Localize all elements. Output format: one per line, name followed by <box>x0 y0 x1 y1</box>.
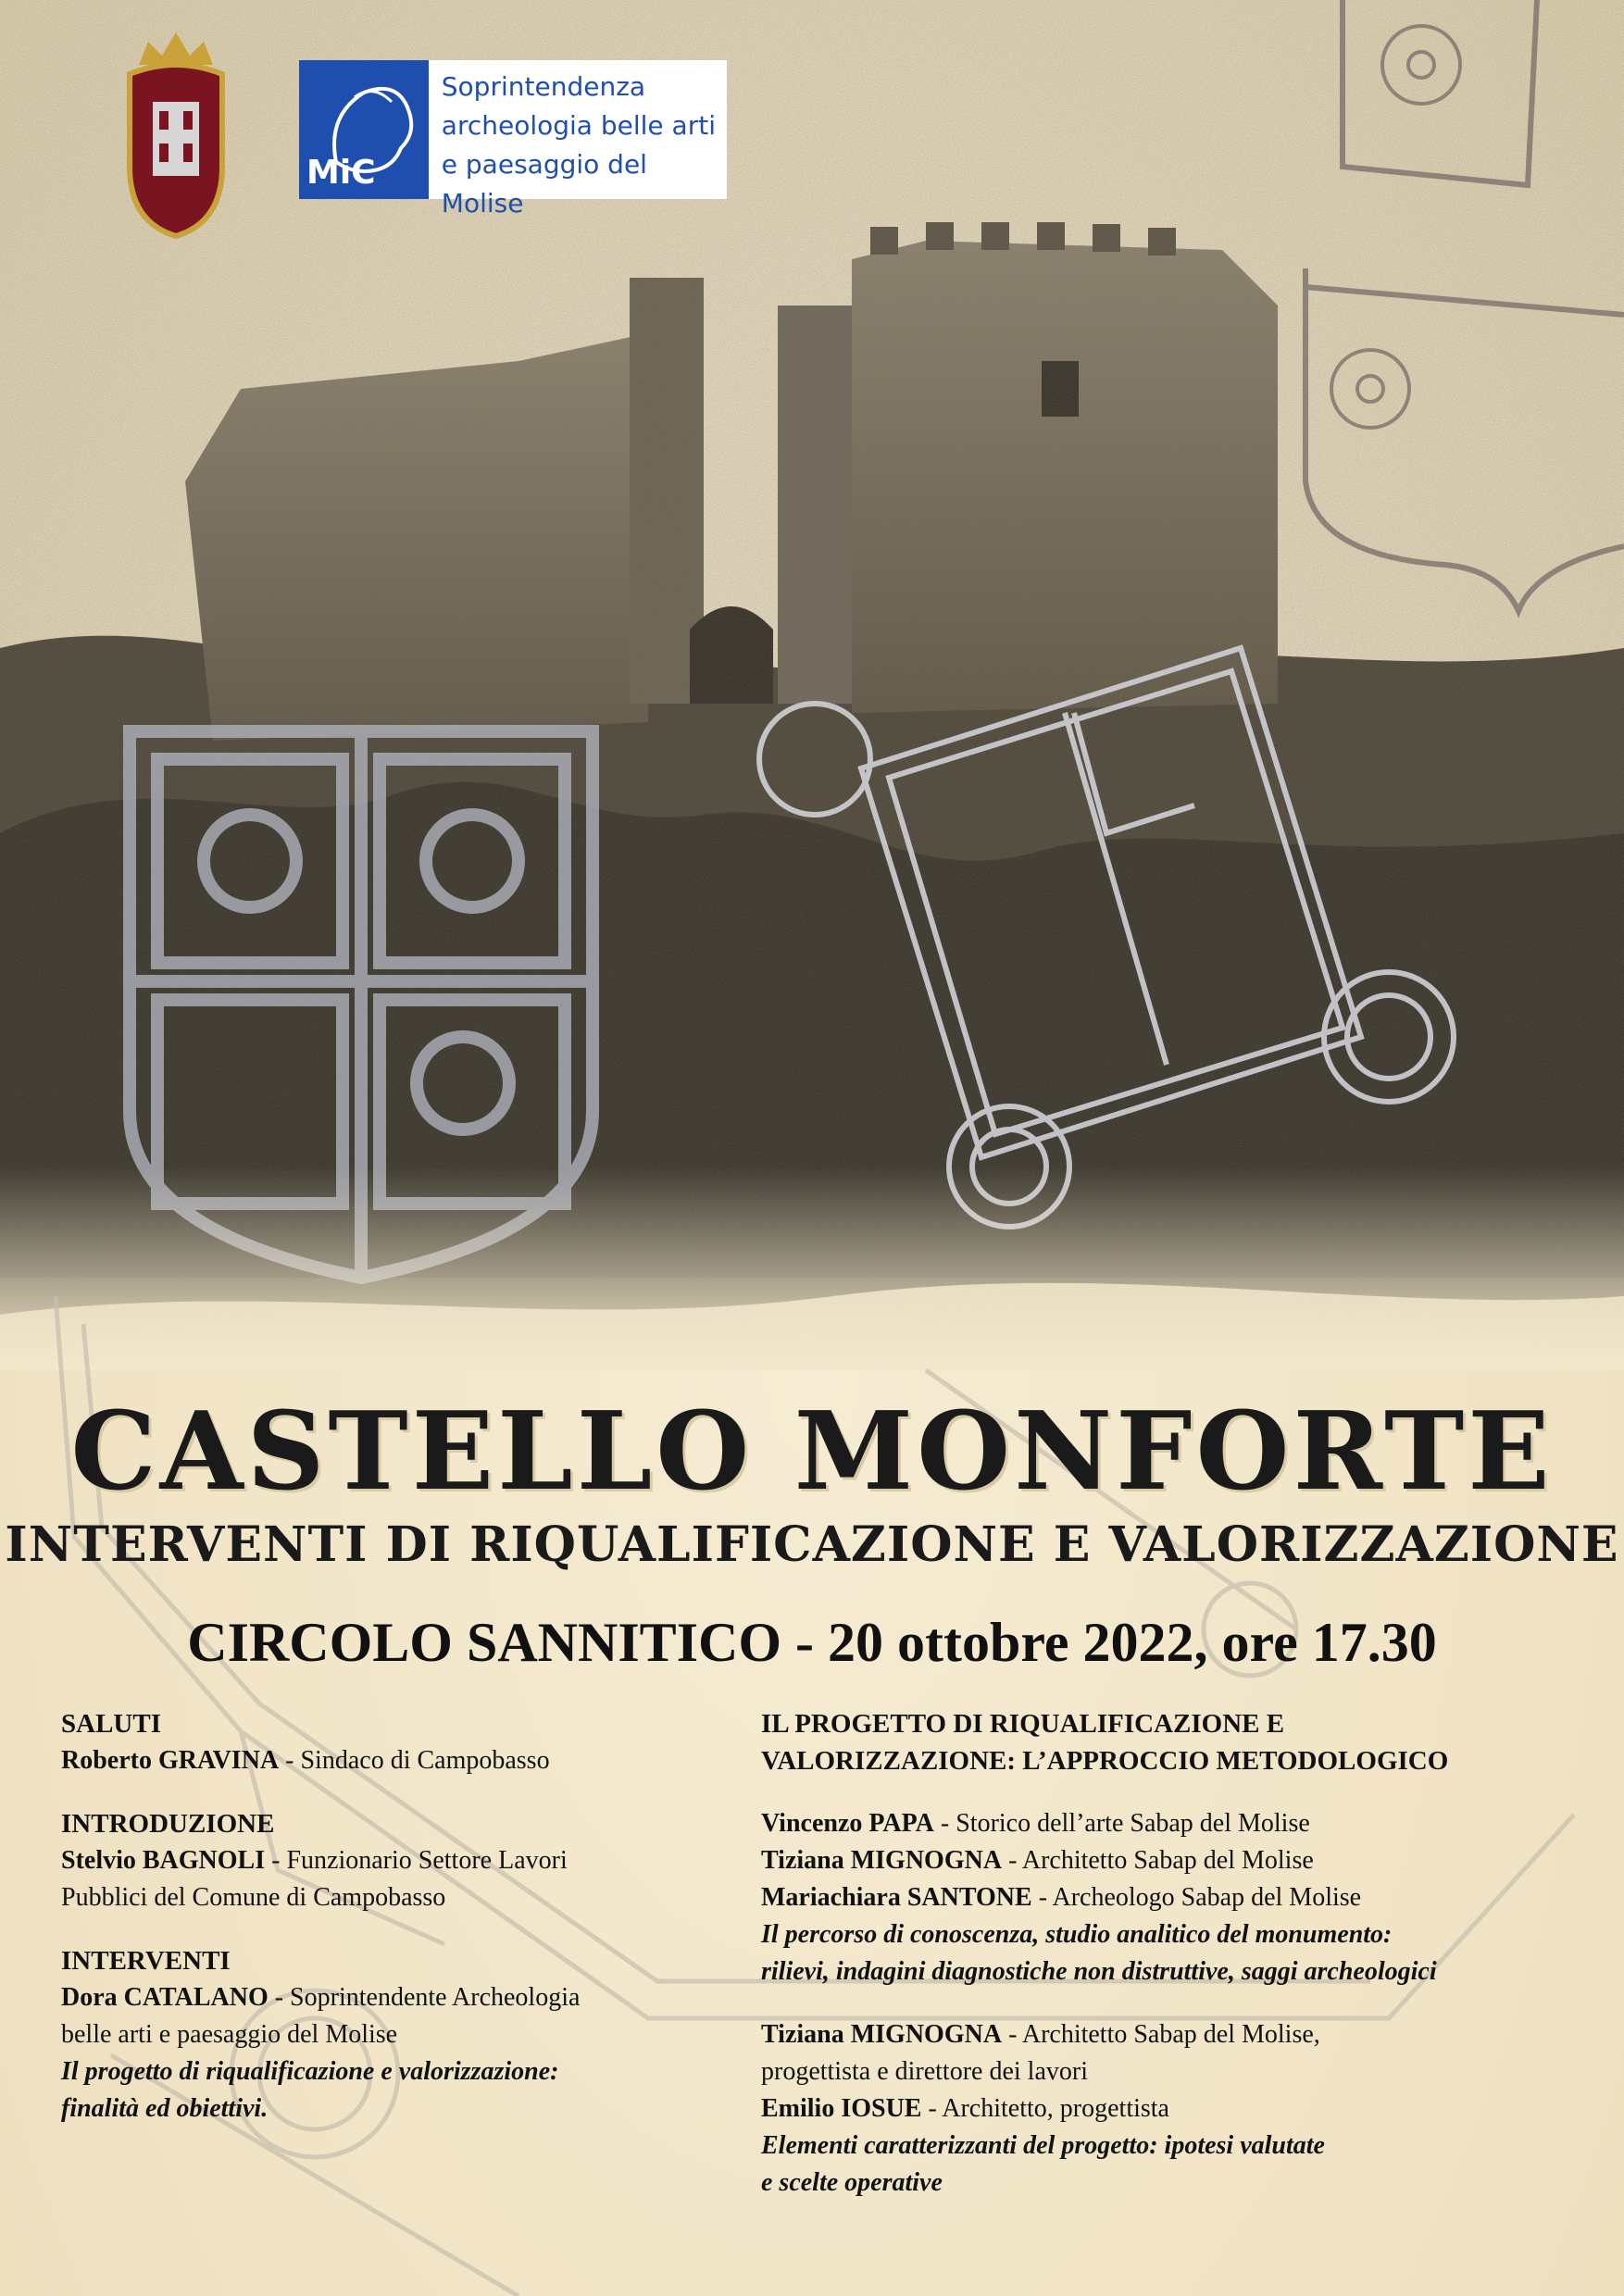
speaker-role: - Funzionario Settore Lavori <box>265 1846 568 1875</box>
speaker-role-cont: belle arti e paesaggio del Molise <box>61 2020 398 2049</box>
speaker-mignogna <box>761 1842 1576 1879</box>
speaker-name: Stelvio BAGNOLI <box>61 1846 266 1875</box>
speaker-name: Tiziana MIGNOGNA <box>761 1846 1003 1875</box>
speaker-role: - Sindaco di Campobasso <box>279 1746 550 1775</box>
soprintendenza-logo <box>299 60 727 218</box>
speaker-role: - Soprintendente Archeologia <box>268 1983 581 2012</box>
mic-mark <box>299 60 429 199</box>
speaker-role: - Architetto Sabap del Molise <box>1002 1846 1314 1875</box>
campobasso-crest <box>111 28 241 250</box>
talk-title-cont: finalità ed obiettivi. <box>61 2094 269 2123</box>
speaker-name: Emilio IOSUE <box>761 2094 922 2123</box>
program-left-column <box>61 1705 709 2128</box>
speaker-mignogna-2 <box>761 2016 1576 2053</box>
speaker-role-cont: progettista e direttore dei lavori <box>761 2057 1088 2086</box>
crest-icon <box>111 28 241 250</box>
poster-subtitle: INTERVENTI DI RIQUALIFICAZIONE E VALORIZZAZIONE <box>5 1516 1619 1573</box>
heading-introduzione: INTRODUZIONE <box>61 1809 275 1839</box>
talk-title: Il progetto di riqualificazione e valorizzazione: <box>61 2057 559 2086</box>
talk-title: Il percorso di conoscenza, studio analitico del monumento: <box>761 1920 1393 1949</box>
sopr-line-2: archeologia belle arti <box>441 110 716 141</box>
speaker-name: Tiziana MIGNOGNA <box>761 2020 1003 2049</box>
program-right-column <box>761 1705 1576 2202</box>
poster-title: CASTELLO MONFORTE <box>70 1389 1554 1515</box>
heading-progetto: IL PROGETTO DI RIQUALIFICAZIONE E <box>761 1709 1285 1739</box>
heading-interventi: INTERVENTI <box>61 1946 231 1976</box>
speaker-santone <box>761 1879 1576 1916</box>
speaker-bagnoli <box>61 1842 709 1879</box>
speaker-catalano <box>61 1979 709 2016</box>
speaker-role: - Archeologo Sabap del Molise <box>1031 1883 1362 1912</box>
sopr-line-1: Soprintendenza <box>441 71 646 102</box>
speaker-gravina <box>61 1742 709 1779</box>
talk-title-cont: e scelte operative <box>761 2168 943 2197</box>
speaker-role: - Storico dell’arte Sabap del Molise <box>933 1809 1310 1838</box>
speaker-name: Mariachiara SANTONE <box>761 1883 1032 1912</box>
speaker-name: Dora CATALANO <box>61 1983 269 2012</box>
speaker-role-cont: Pubblici del Comune di Campobasso <box>61 1883 446 1912</box>
event-details: CIRCOLO SANNITICO - 20 ottobre 2022, ore 17.30 <box>187 1612 1437 1673</box>
speaker-name: Vincenzo PAPA <box>761 1809 934 1838</box>
speaker-name: Roberto GRAVINA <box>61 1746 280 1775</box>
mic-label: MiC <box>306 154 376 192</box>
speaker-iosue <box>761 2090 1576 2128</box>
talk-title-cont: rilievi, indagini diagnostiche non distruttive, saggi archeologici <box>761 1957 1437 1986</box>
speaker-role: - Architetto, progettista <box>921 2094 1169 2123</box>
heading-saluti: SALUTI <box>61 1709 161 1739</box>
sopr-line-3: e paesaggio del Molise <box>441 149 647 218</box>
heading-progetto-cont: VALORIZZAZIONE: L’APPROCCIO METODOLOGICO <box>761 1746 1449 1776</box>
talk-title: Elementi caratterizzanti del progetto: ipotesi valutate <box>761 2131 1325 2160</box>
speaker-role: - Architetto Sabap del Molise, <box>1002 2020 1320 2049</box>
speaker-papa <box>761 1805 1576 1842</box>
soprintendenza-name <box>429 60 727 218</box>
